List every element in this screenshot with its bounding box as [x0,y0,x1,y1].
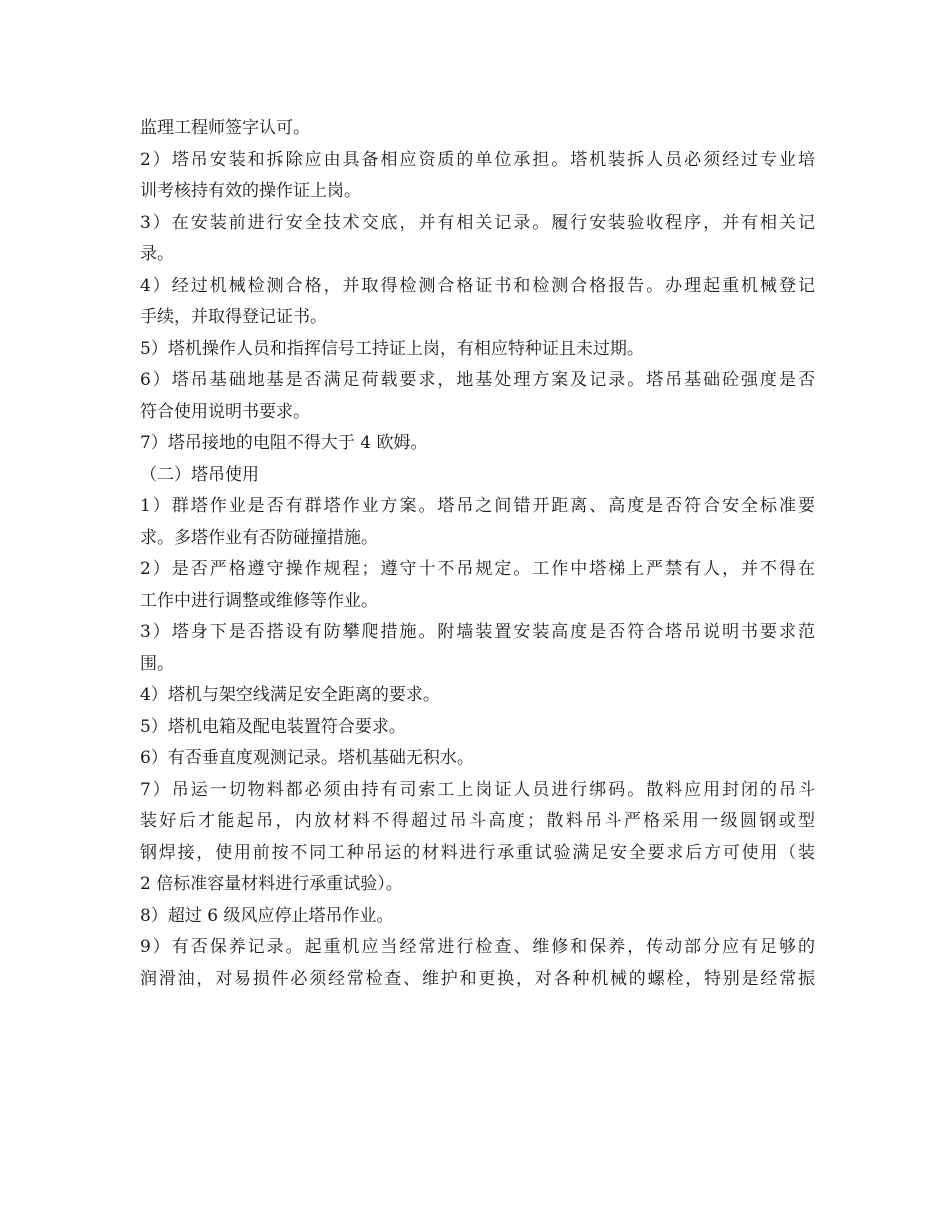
text-line: 监理工程师签字认可。 [140,118,310,138]
text-line: 6）有否垂直度观测记录。塔机基础无积水。 [140,748,474,768]
text-line: 4）经过机械检测合格，并取得检测合格证书和检测合格报告。办理起重机械登记 [140,275,815,296]
text-line: 符合使用说明书要求。 [140,401,310,422]
text-line: 7）吊运一切物料都必须由持有司索工上岗证人员进行绑码。散料应用封闭的吊斗 [140,779,815,800]
document-body [140,113,815,995]
text-line: 9）有否保养记录。起重机应当经常进行检查、维修和保养，传动部分应有足够的 [140,937,815,957]
text-line: 2 倍标准容量材料进行承重试验）。 [140,874,403,894]
text-line: 训考核持有效的操作证上岗。 [140,181,361,201]
text-line: 4）塔机与架空线满足安全距离的要求。 [140,685,440,705]
text-line: 3）塔身下是否搭设有防攀爬措施。附墙装置安装高度是否符合塔吊说明书要求范 [140,622,815,642]
text-line: 求。多塔作业有否防碰撞措施。 [140,527,378,548]
text-line: 1）群塔作业是否有群塔作业方案。塔吊之间错开距离、高度是否符合安全标准要 [140,496,815,516]
text-line: 工作中进行调整或维修等作业。 [140,590,378,611]
text-line: 5）塔机操作人员和指挥信号工持证上岗，有相应特种证且未过期。 [140,338,644,359]
text-line: 润滑油，对易损件必须经常检查、维护和更换，对各种机械的螺栓，特别是经常振 [140,968,815,989]
section-heading: （二）塔吊使用 [140,464,259,485]
text-line: 钢焊接，使用前按不同工种吊运的材料进行承重试验满足安全要求后方可使用（装 [140,842,815,863]
text-line: 围。 [140,653,174,674]
text-line: 手续，并取得登记证书。 [140,307,327,327]
text-line: 装好后才能起吊，内放材料不得超过吊斗高度；散料吊斗严格采用一级圆钢或型 [140,811,815,831]
text-line: 7）塔吊接地的电阻不得大于 4 欧姆。 [140,433,428,453]
text-line: 6）塔吊基础地基是否满足荷载要求，地基处理方案及记录。塔吊基础砼强度是否 [140,370,815,390]
text-line: 8）超过 6 级风应停止塔吊作业。 [140,905,394,926]
text-line: 5）塔机电箱及配电装置符合要求。 [140,716,406,737]
text-line: 录。 [140,244,174,264]
text-line: 3）在安装前进行安全技术交底，并有相关记录。履行安装验收程序，并有相关记 [140,212,815,233]
text-line: 2）塔吊安装和拆除应由具备相应资质的单位承担。塔机装拆人员必须经过专业培 [140,149,815,170]
text-line: 2）是否严格遵守操作规程；遵守十不吊规定。工作中塔梯上严禁有人，并不得在 [140,559,815,579]
